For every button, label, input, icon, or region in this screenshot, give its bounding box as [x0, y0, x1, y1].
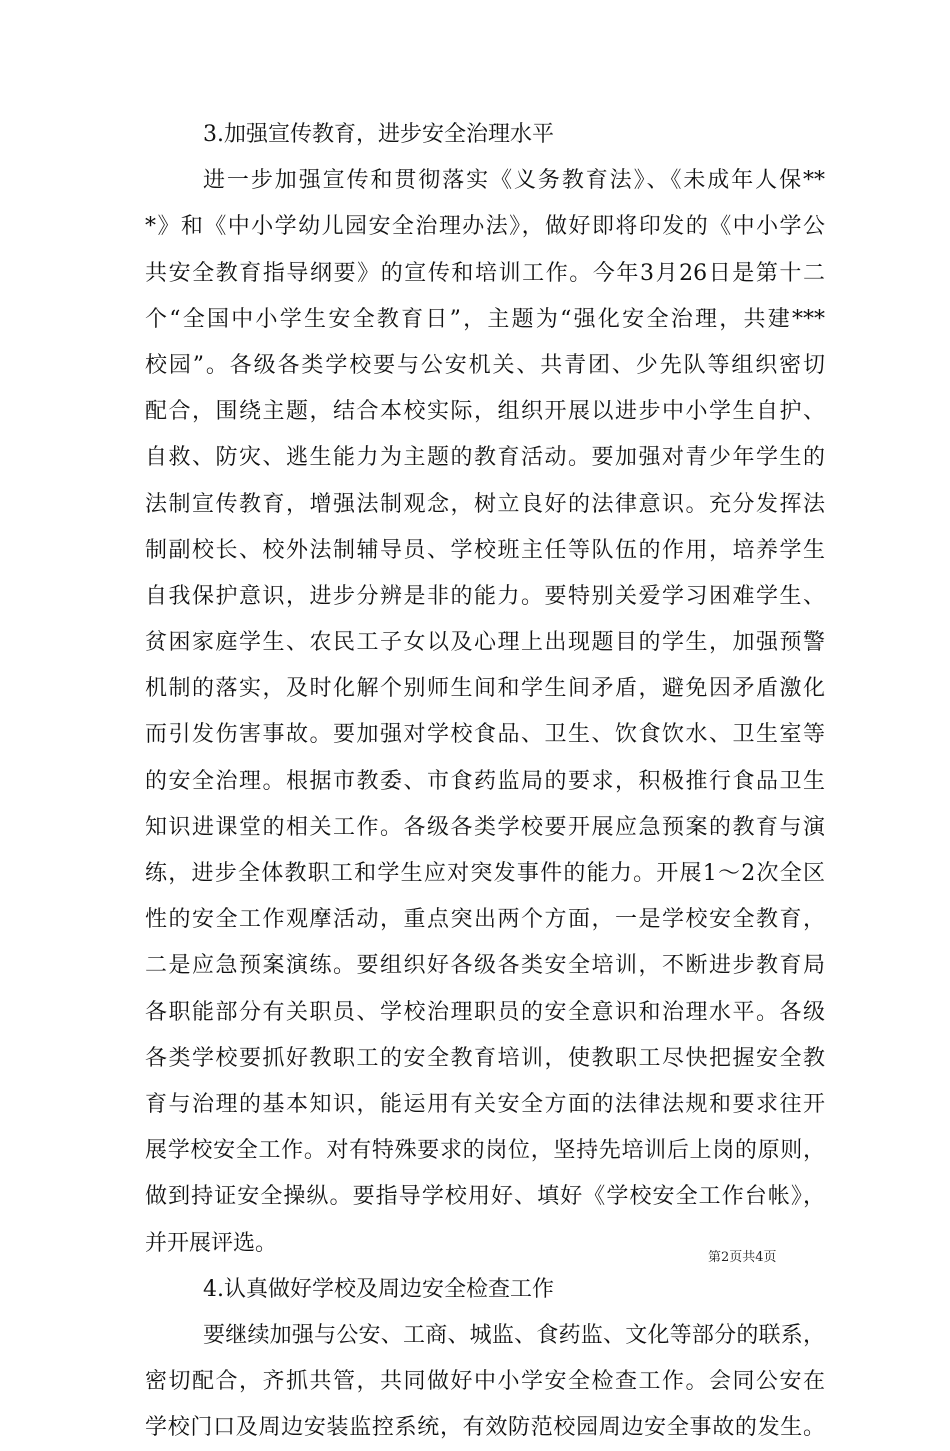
text-line: 而引发伤害事故。要加强对学校食品、卫生、饮食饮水、卫生室等: [145, 722, 825, 748]
text-line: 共安全教育指导纲要》的宣传和培训工作。今年3月26日是第十二: [145, 260, 825, 286]
text-line: *》和《中小学幼儿园安全治理办法》，做好即将印发的《中小学公: [145, 214, 825, 240]
text-line: 个“全国中小学生安全教育日”，主题为“强化安全治理，共建***: [145, 306, 825, 332]
page-footer: [0, 1246, 950, 1270]
text-line: 制副校长、校外法制辅导员、学校班主任等队伍的作用，培养学生: [145, 537, 825, 563]
text-line: 自我保护意识，进步分辨是非的能力。要特别关爱学习困难学生、: [145, 583, 825, 609]
text-line: 4.认真做好学校及周边安全检查工作: [203, 1276, 554, 1302]
text-line: 展学校安全工作。对有特殊要求的岗位，坚持先培训后上岗的原则，: [145, 1138, 825, 1164]
text-line: 各职能部分有关职员、学校治理职员的安全意识和治理水平。各级: [145, 999, 825, 1025]
text-line: 机制的落实，及时化解个别师生间和学生间矛盾，避免因矛盾激化: [145, 676, 825, 702]
text-line: 密切配合，齐抓共管，共同做好中小学安全检查工作。会同公安在: [145, 1369, 825, 1395]
text-line: 育与治理的基本知识，能运用有关安全方面的法律法规和要求往开: [145, 1091, 825, 1117]
page-number: 第2页共4页: [708, 1250, 777, 1265]
text-line: 法制宣传教育，增强法制观念，树立良好的法律意识。充分发挥法: [145, 491, 825, 517]
text-line: 进一步加强宣传和贯彻落实《义务教育法》、《未成年人保**: [203, 168, 825, 194]
text-line: 的安全治理。根据市教委、市食药监局的要求，积极推行食品卫生: [145, 768, 825, 794]
text-line: 自救、防灾、逃生能力为主题的教育活动。要加强对青少年学生的: [145, 445, 825, 471]
text-line: 校园”。各级各类学校要与公安机关、共青团、少先队等组织密切: [145, 352, 825, 378]
text-line: 练，进步全体教职工和学生应对突发事件的能力。开展1～2次全区: [145, 861, 825, 886]
text-line: 做到持证安全操纵。要指导学校用好、填好《学校安全工作台帐》，: [145, 1184, 825, 1210]
text-line: 3.加强宣传教育，进步安全治理水平: [203, 122, 554, 147]
text-line: 二是应急预案演练。要组织好各级各类安全培训，不断进步教育局: [145, 953, 825, 979]
text-line: 各类学校要抓好教职工的安全教育培训，使教职工尽快把握安全教: [145, 1045, 825, 1071]
text-line: 贫困家庭学生、农民工子女以及心理上出现题目的学生，加强预警: [145, 630, 825, 656]
text-line: 并开展评选。: [145, 1230, 278, 1256]
text-line: 要继续加强与公安、工商、城监、食药监、文化等部分的联系，: [203, 1322, 825, 1348]
text-line: 学校门口及周边安装监控系统，有效防范校园周边安全事故的发生。: [145, 1415, 825, 1441]
text-line: 配合，围绕主题，结合本校实际，组织开展以进步中小学生自护、: [145, 399, 825, 425]
text-line: 性的安全工作观摩活动，重点突出两个方面，一是学校安全教育，: [145, 907, 825, 933]
text-line: 知识进课堂的相关工作。各级各类学校要开展应急预案的教育与演: [145, 814, 825, 840]
